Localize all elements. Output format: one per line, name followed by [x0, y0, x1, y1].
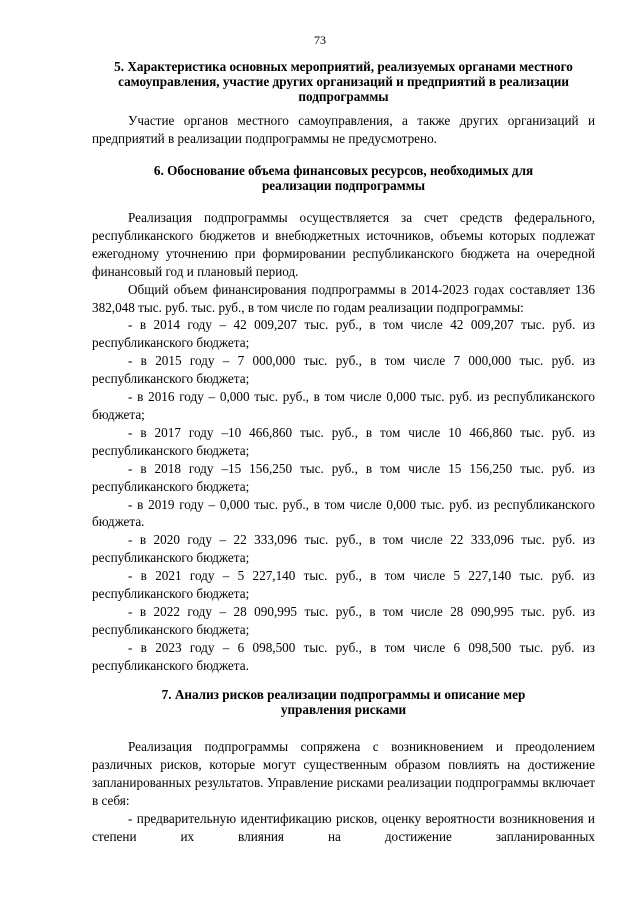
page-number: 73: [314, 33, 326, 47]
list-item: - в 2023 году – 6 098,500 тыс. руб., в том числе 6 098,500 тыс. руб. из республиканского бюджета.: [92, 639, 595, 673]
list-item: - в 2015 году – 7 000,000 тыс. руб., в том числе 7 000,000 тыс. руб. из республиканского бюджета;: [92, 353, 595, 387]
list-item: - в 2017 году –10 466,860 тыс. руб., в том числе 10 466,860 тыс. руб. из республиканского бюджета;: [92, 424, 595, 458]
section-5-heading: 5. Характеристика основных мероприятий, реализуемых органами местного самоуправления, участие других организаций и предприятий в реализации подпрограммы: [114, 59, 573, 104]
section-7-heading: 7. Анализ рисков реализации подпрограммы и описание мер управления рисками: [161, 687, 526, 717]
list-item: - в 2014 году – 42 009,207 тыс. руб., в том числе 42 009,207 тыс. руб. из республиканского бюджета;: [92, 317, 595, 351]
list-item: - в 2018 году –15 156,250 тыс. руб., в том числе 15 156,250 тыс. руб. из республиканского бюджета;: [92, 460, 595, 494]
paragraph: - предварительную идентификацию рисков, оценку вероятности возникновения и степени их влияния на достижение запланированных: [92, 810, 595, 844]
section-6-body: [92, 209, 595, 675]
list-item: - в 2021 году – 5 227,140 тыс. руб., в том числе 5 227,140 тыс. руб. из республиканского бюджета;: [92, 568, 595, 602]
list-item: - в 2022 году – 28 090,995 тыс. руб., в том числе 28 090,995 тыс. руб. из республиканского бюджета;: [92, 603, 595, 637]
paragraph: Реализация подпрограммы сопряжена с возникновением и преодолением различных рисков, которые могут существенным образом повлиять на достижение запланированных результатов. Управление рисками реализации подпрограммы включает в себя:: [92, 739, 595, 808]
list-item: - в 2020 году – 22 333,096 тыс. руб., в том числе 22 333,096 тыс. руб. из республиканского бюджета;: [92, 532, 595, 566]
section-6-heading: 6. Обоснование объема финансовых ресурсов, необходимых для реализации подпрограммы: [153, 163, 534, 193]
paragraph: Общий объем финансирования подпрограммы в 2014-2023 годах составляет 136 382,048 тыс. руб. тыс. руб., в том числе по годам реализации подпрограммы:: [92, 281, 595, 315]
list-item: - в 2019 году – 0,000 тыс. руб., в том числе 0,000 тыс. руб. из республиканского бюджета.: [92, 496, 595, 530]
section-7-body: [92, 738, 595, 845]
list-item: - в 2016 году – 0,000 тыс. руб., в том числе 0,000 тыс. руб. из республиканского бюджета;: [92, 389, 595, 422]
paragraph: Реализация подпрограммы осуществляется за счет средств федерального, республиканского бюджетов и внебюджетных источников, объемы которых подлежат ежегодному уточнению при формировании республиканского бюджета на очередной финансовый год и плановый период.: [92, 210, 595, 279]
section-5-body: [92, 112, 595, 148]
paragraph: Участие органов местного самоуправления, а также других организаций и предприятий в реализации подпрограммы не предусмотрено.: [92, 113, 595, 146]
